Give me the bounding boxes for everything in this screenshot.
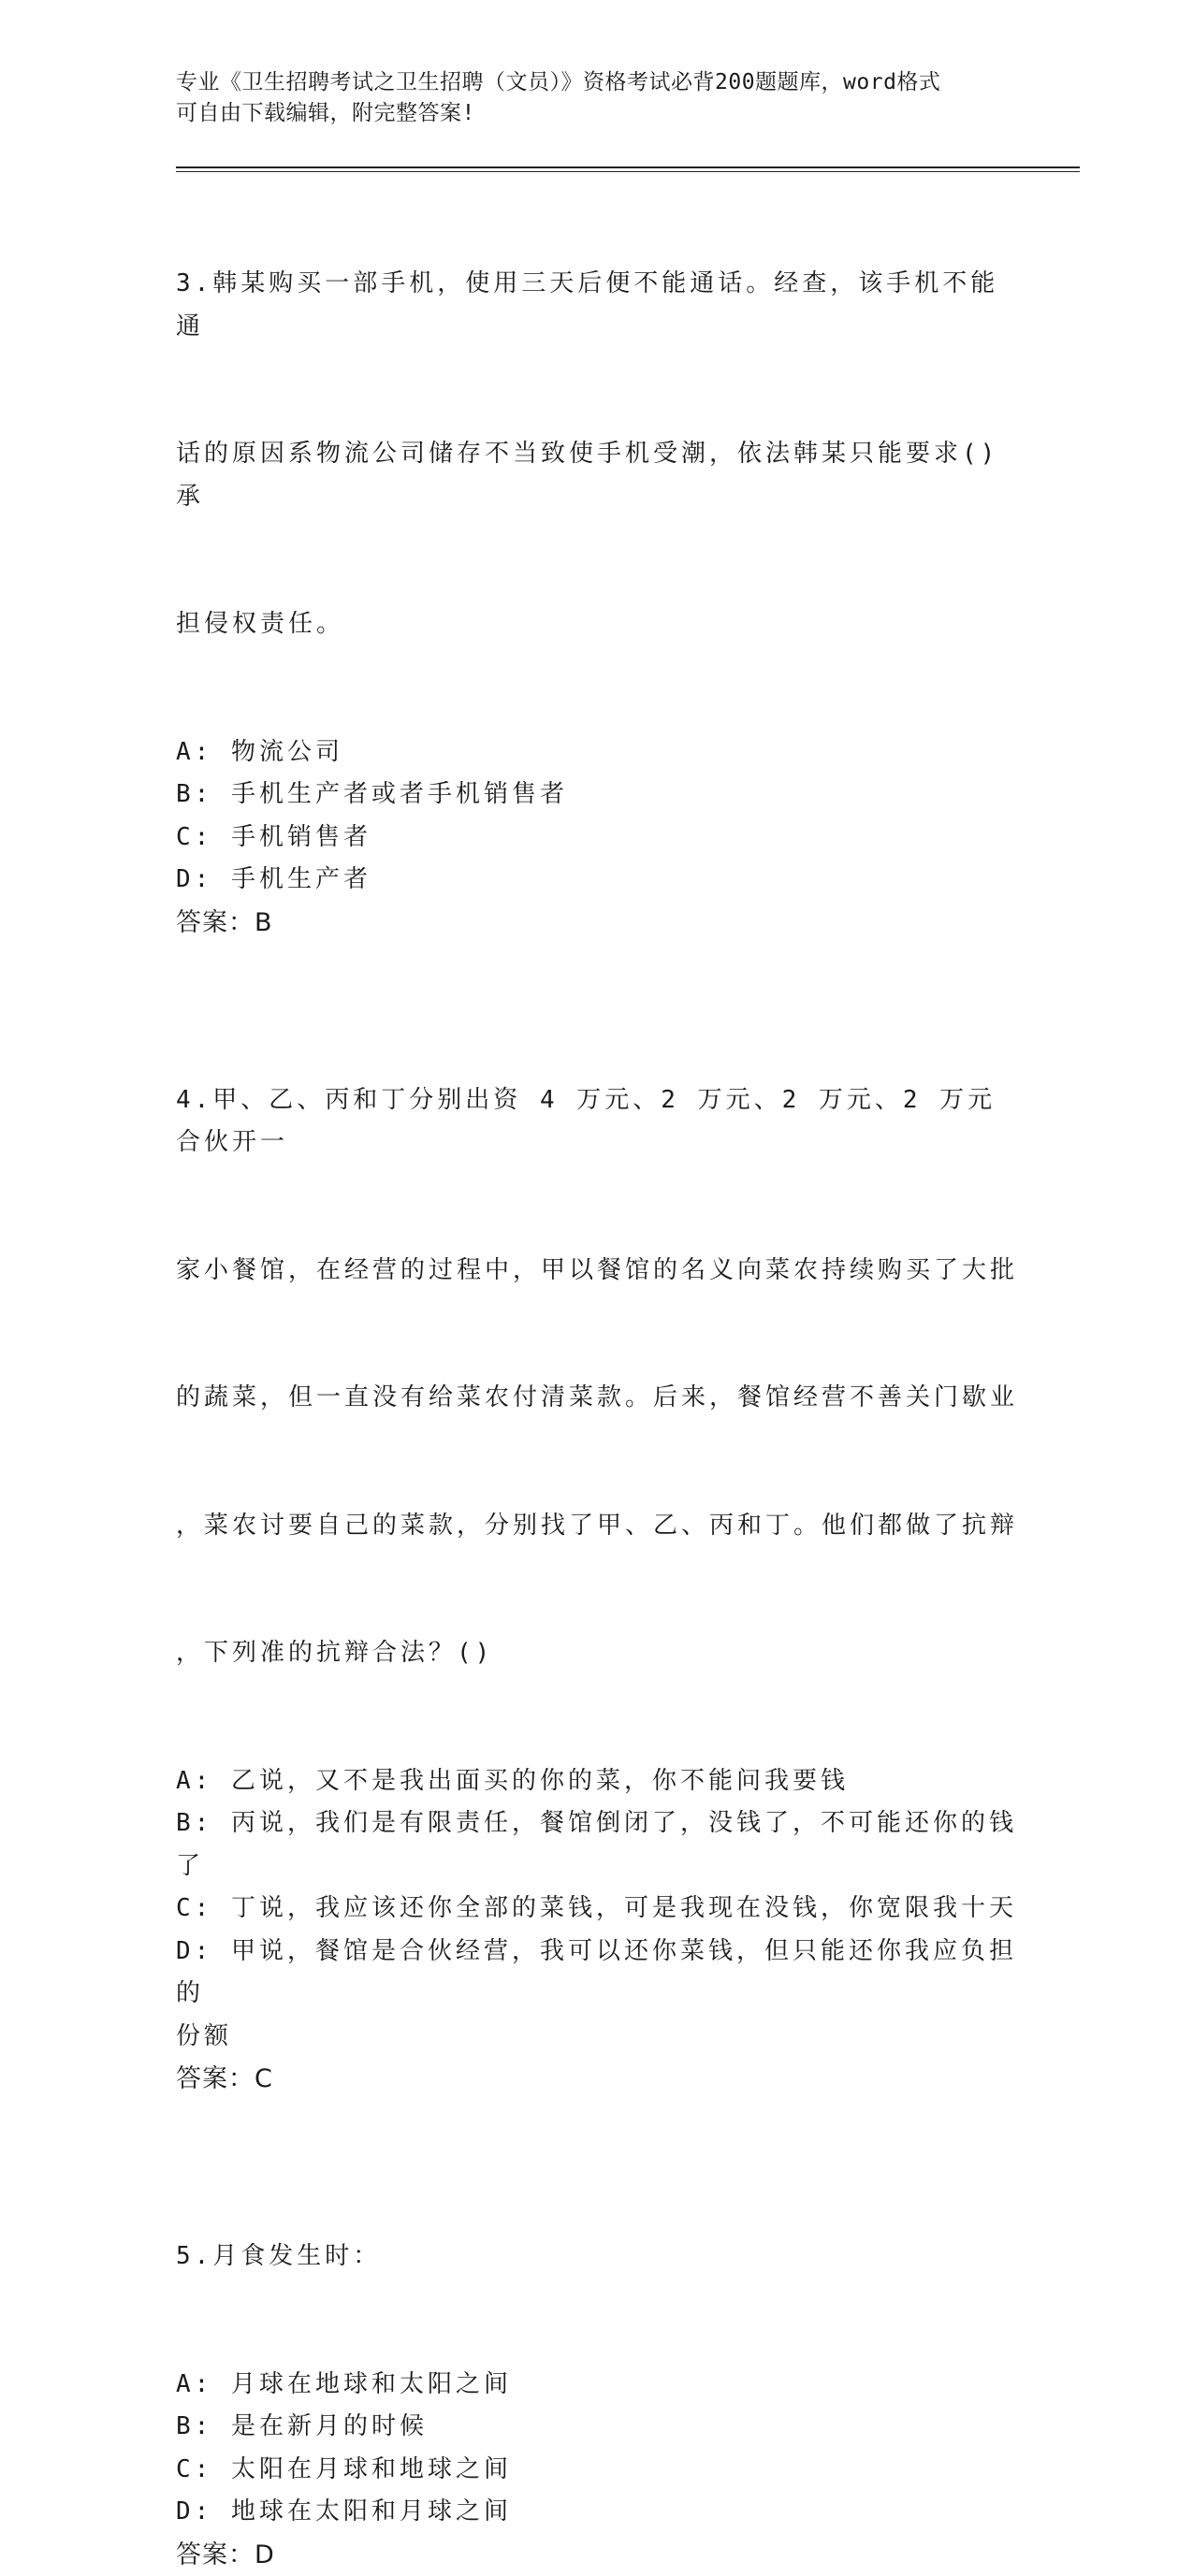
question-text [176,994,1018,1760]
option-text: 丁说，我应该还你全部的菜钱，可是我现在没钱，你宽限我十天 [230,1894,1017,1922]
question-block [176,178,1018,944]
header-divider-thin [176,171,1080,172]
option-text: 手机生产者或者手机销售者 [230,780,568,808]
spacer [176,2100,1018,2150]
option-text: 月球在地球和太阳之间 [230,2369,512,2398]
question-list [176,178,1018,2576]
question-block [176,2150,1018,2576]
answer-line: 答案：B [176,907,273,937]
question-block [176,994,1018,2101]
option-text: 地球在太阳和月球之间 [230,2497,512,2525]
header-line-2: 可自由下载编辑，附完整答案! [176,101,475,125]
option-key: D: [176,865,213,893]
option-key: C: [176,822,213,851]
option-key: C: [176,2454,213,2483]
question-line: ，菜农讨要自己的菜款，分别找了甲、乙、丙和丁。他们都做了抗辩 [176,1511,1019,1540]
option-key: B: [176,1809,213,1837]
answer-line: 答案：D [176,2540,275,2569]
option-a [176,2364,1018,2407]
option-c [176,1888,1018,1931]
question-line: 4.甲、乙、丙和丁分别出资 4 万元、2 万元、2 万元、2 万元合伙开一 [176,1085,997,1156]
option-b [176,2406,1018,2449]
option-text: 丙说，我们是有限责任，餐馆倒闭了，没钱了，不可能还你的钱了 [176,1809,1017,1880]
question-line: 话的原因系物流公司储存不当致使手机受潮，依法韩某只能要求()承 [176,440,999,511]
option-key: A: [176,737,213,766]
question-text [176,2150,1018,2364]
question-line: 5.月食发生时： [176,2242,382,2270]
option-text: 物流公司 [230,737,343,766]
option-key: C: [176,1894,213,1922]
question-line: ，下列准的抗辩合法？() [176,1639,494,1667]
option-text: 是在新月的时候 [230,2412,428,2440]
option-a [176,731,1018,774]
option-d [176,1931,1018,2059]
option-key: B: [176,780,213,808]
option-text: 太阳在月球和地球之间 [230,2454,512,2483]
spacer [176,944,1018,994]
option-d [176,2491,1018,2534]
option-c [176,817,1018,860]
option-a [176,1760,1018,1803]
option-d [176,859,1018,902]
option-text: 手机生产者 [230,865,371,893]
question-line: 3.韩某购买一部手机，使用三天后便不能通话。经查，该手机不能通 [176,269,999,340]
option-b [176,1802,1018,1888]
option-c [176,2449,1018,2492]
question-line: 担侵权责任。 [176,610,345,638]
option-text: 甲说，餐馆是合伙经营，我可以还你菜钱，但只能还你我应负担的 份额 [176,1936,1017,2050]
option-key: A: [176,1766,213,1795]
question-line: 家小餐馆，在经营的过程中，甲以餐馆的名义向菜农持续购买了大批 [176,1255,1019,1284]
option-text: 手机销售者 [230,822,371,851]
option-key: A: [176,2369,213,2398]
header-line-1: 专业《卫生招聘考试之卫生招聘（文员）》资格考试必背200题题库，word格式 [176,70,941,94]
header-divider-thick [176,166,1080,168]
answer-line: 答案：C [176,2064,273,2093]
document-header [176,67,999,129]
option-key: D: [176,2497,213,2525]
question-line: 的蔬菜，但一直没有给菜农付清菜款。后来，餐馆经营不善关门歇业 [176,1383,1019,1411]
question-text [176,178,1018,731]
option-key: D: [176,1936,213,1965]
option-key: B: [176,2412,213,2440]
option-text: 乙说，又不是我出面买的你的菜，你不能问我要钱 [230,1766,849,1795]
option-b [176,774,1018,817]
